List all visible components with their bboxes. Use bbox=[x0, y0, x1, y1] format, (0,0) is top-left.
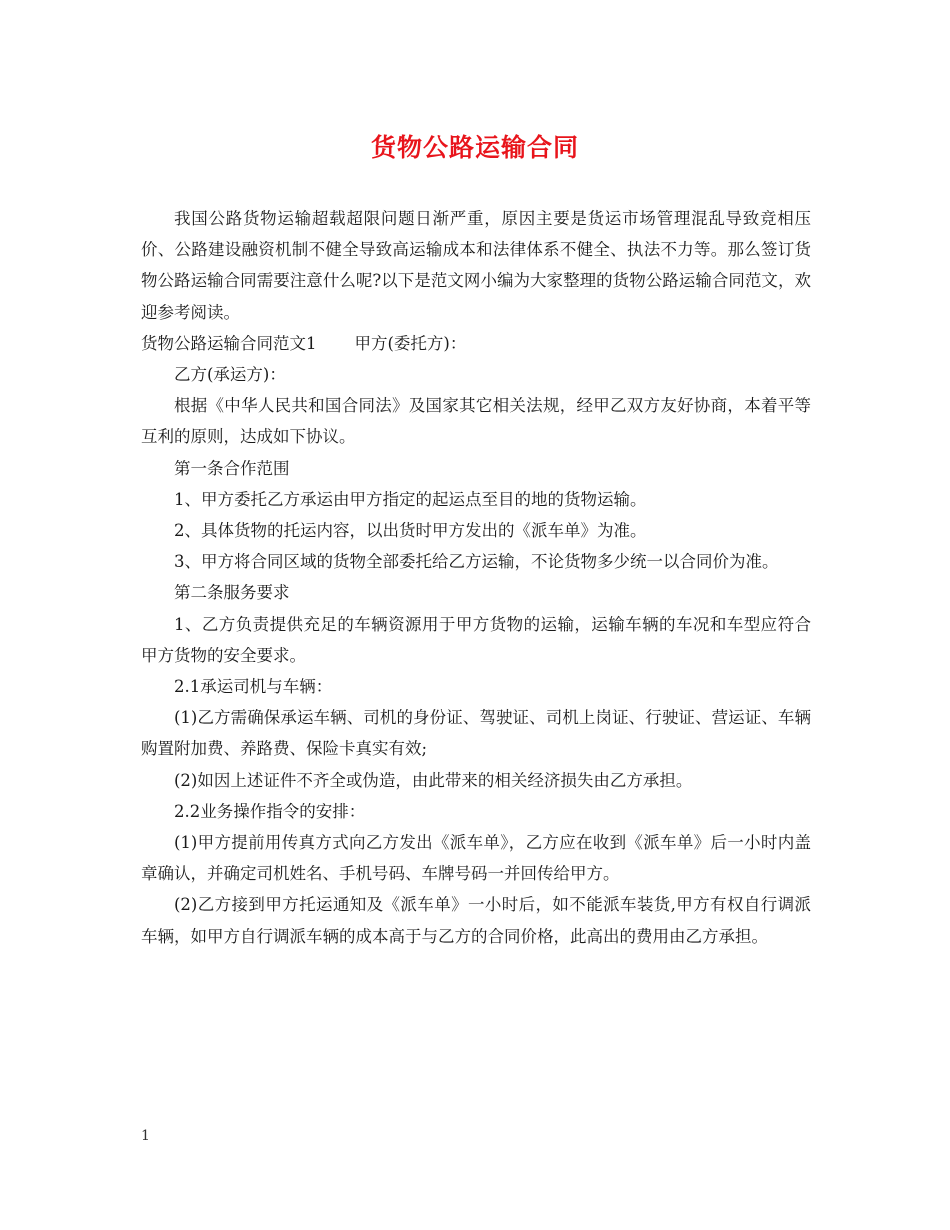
sample-heading: 货物公路运输合同范文1 bbox=[141, 333, 317, 353]
section-2-1-item: (1)乙方需确保承运车辆、司机的身份证、驾驶证、司机上岗证、行驶证、营运证、车辆购置附加费、养路费、保险卡真实有效; bbox=[141, 708, 811, 759]
section-2-1-item: (2)如因上述证件不齐全或伪造，由此带来的相关经济损失由乙方承担。 bbox=[174, 770, 693, 790]
preamble-paragraph: 根据《中华人民共和国合同法》及国家其它相关法规，经甲乙双方友好协商，本着平等互利的原则，达成如下协议。 bbox=[141, 396, 811, 447]
section-2-2-heading: 2.2业务操作指令的安排： bbox=[174, 801, 366, 821]
document-body bbox=[141, 203, 811, 952]
intro-paragraph: 我国公路货物运输超载超限问题日渐严重，原因主要是货运市场管理混乱导致竞相压价、公路建设融资机制不健全导致高运输成本和法律体系不健全、执法不力等。那么签订货物公路运输合同需要注意什么呢?以下是范文网小编为大家整理的货物公路运输合同范文，欢迎参考阅读。 bbox=[141, 209, 811, 322]
section-2-2-item: (2)乙方接到甲方托运通知及《派车单》一小时后，如不能派车装货,甲方有权自行调派车辆，如甲方自行调派车辆的成本高于与乙方的合同价格，此高出的费用由乙方承担。 bbox=[141, 895, 811, 946]
article-1-item: 1、甲方委托乙方承运由甲方指定的起运点至目的地的货物运输。 bbox=[174, 489, 647, 509]
page-number: 1 bbox=[141, 1128, 150, 1144]
article-1-heading: 第一条合作范围 bbox=[174, 458, 290, 478]
article-2-heading: 第二条服务要求 bbox=[174, 583, 290, 603]
party-a-label: 甲方(委托方)： bbox=[354, 333, 467, 353]
article-1-item: 2、具体货物的托运内容，以出货时甲方发出的《派车单》为准。 bbox=[174, 521, 647, 541]
party-b-label: 乙方(承运方)： bbox=[174, 365, 286, 385]
article-1-item: 3、甲方将合同区域的货物全部委托给乙方运输，不论货物多少统一以合同价为准。 bbox=[174, 552, 779, 572]
article-2-item: 1、乙方负责提供充足的车辆资源用于甲方货物的运输，运输车辆的车况和车型应符合甲方货物的安全要求。 bbox=[141, 614, 811, 665]
document-title: 货物公路运输合同 bbox=[370, 133, 579, 162]
section-2-2-item: (1)甲方提前用传真方式向乙方发出《派车单》，乙方应在收到《派车单》后一小时内盖章确认，并确定司机姓名、手机号码、车牌号码一并回传给甲方。 bbox=[141, 833, 811, 884]
sample-heading-line bbox=[141, 328, 811, 359]
section-2-1-heading: 2.1承运司机与车辆： bbox=[174, 677, 333, 697]
